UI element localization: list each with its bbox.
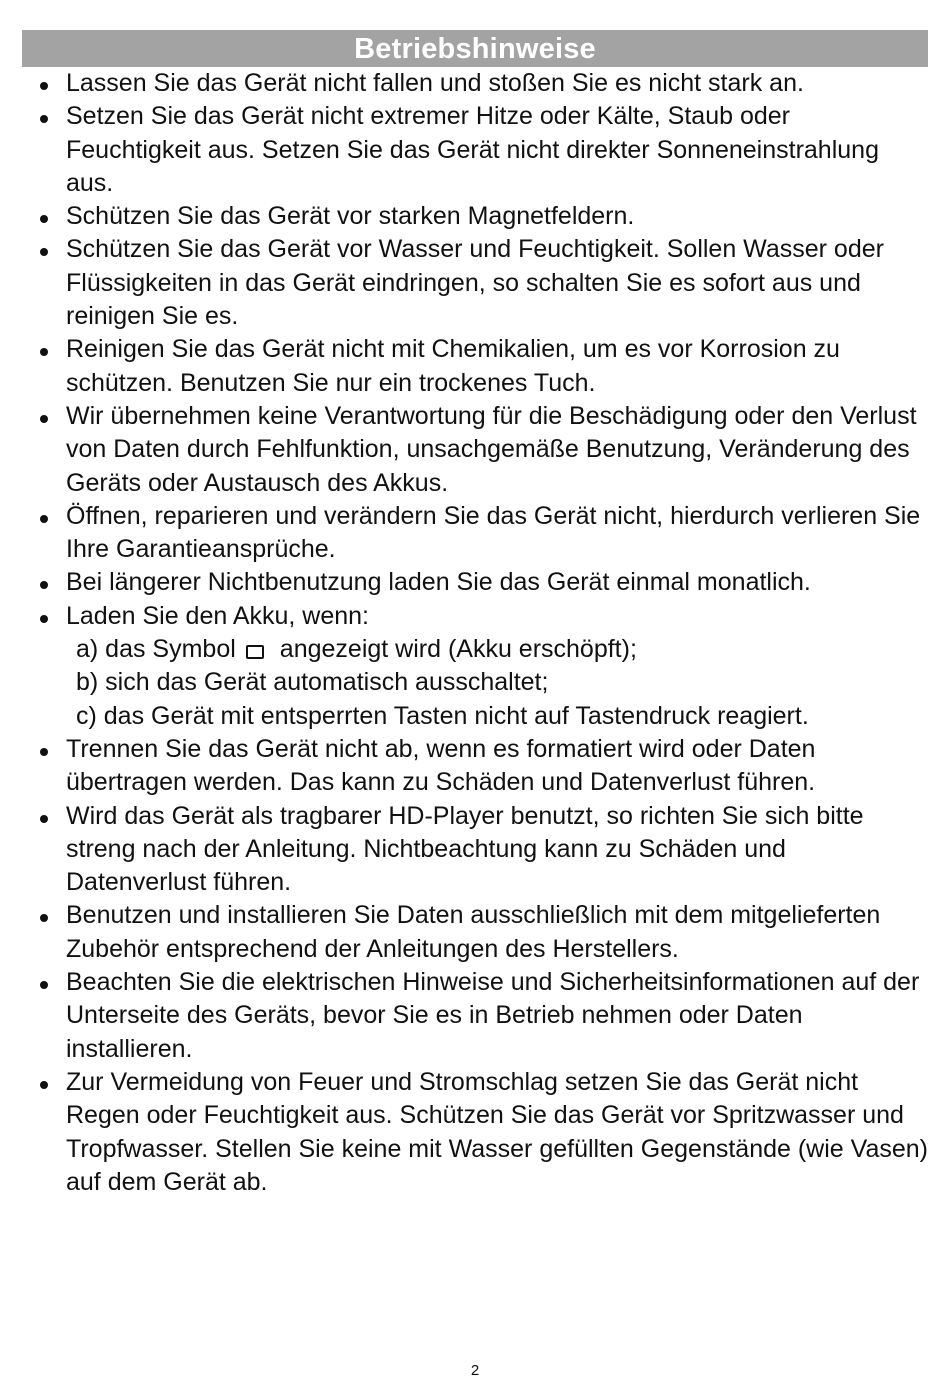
note-item (0, 966, 950, 1066)
bullet-icon (40, 348, 48, 356)
bullet-icon (40, 1081, 48, 1089)
note-text: Beachten Sie die elektrischen Hinweise und Sicherheitsinformationen auf der Unterseite des Geräts, bevor Sie es in Betrieb nehmen oder Daten installieren. (66, 968, 920, 1063)
note-text: Zur Vermeidung von Feuer und Stromschlag setzen Sie das Gerät nicht Regen oder Feuchtigkeit aus. Schützen Sie das Gerät vor Spritzwasser und Tropfwasser. Stellen Sie keine mit Wasser gefüllten Gegenstände (wie Vasen) auf dem Gerät ab. (66, 1067, 928, 1196)
bullet-icon (40, 748, 48, 756)
note-text: Setzen Sie das Gerät nicht extremer Hitze oder Kälte, Staub oder Feuchtigkeit aus. Setzen Sie das Gerät nicht direkter Sonneneinstrahlung aus. (66, 102, 879, 197)
note-item (0, 800, 950, 900)
bullet-icon (40, 914, 48, 922)
charging-condition-a (66, 633, 930, 666)
note-text: Wir übernehmen keine Verantwortung für die Beschädigung oder den Verlust von Daten durch Fehlfunktion, unsachgemäße Benutzung, Veränderung des Geräts oder Austausch des Akkus. (66, 401, 917, 497)
bullet-icon (40, 248, 48, 256)
bullet-icon (40, 115, 48, 123)
bullet-icon (40, 581, 48, 589)
bullet-icon (40, 815, 48, 823)
note-text: Schützen Sie das Gerät vor Wasser und Feuchtigkeit. Sollen Wasser oder Flüssigkeiten in das Gerät eindringen, so schalten Sie es sofort aus und reinigen Sie es. (66, 235, 884, 331)
charging-condition-b: b) sich das Gerät automatisch ausschaltet; (76, 668, 549, 697)
note-text: Schützen Sie das Gerät vor starken Magnetfeldern. (66, 202, 635, 231)
note-item (0, 67, 950, 100)
note-item (0, 100, 950, 200)
note-item (0, 733, 950, 800)
page-number: 2 (470, 1362, 480, 1379)
note-item (0, 200, 950, 233)
note-text: Reinigen Sie das Gerät nicht mit Chemikalien, um es vor Korrosion zu schützen. Benutzen Sie nur ein trockenes Tuch. (66, 335, 840, 397)
section-header-bar (22, 30, 928, 67)
section-title: Betriebshinweise (354, 33, 596, 65)
battery-empty-icon (246, 645, 264, 659)
charging-condition-a-text: a) das Symbol (76, 635, 236, 664)
bullet-icon (40, 215, 48, 223)
charging-condition-c: c) das Gerät mit entsperrten Tasten nicht auf Tastendruck reagiert. (76, 701, 809, 730)
bullet-icon (40, 615, 48, 623)
note-text: Benutzen und installieren Sie Daten ausschließlich mit dem mitgelieferten Zubehör entsprechend der Anleitungen des Herstellers. (66, 901, 881, 963)
charging-condition-a-text-end: angezeigt wird (Akku erschöpft); (279, 635, 637, 664)
note-item (0, 500, 950, 567)
note-item (0, 1066, 950, 1199)
note-item (0, 333, 950, 400)
charging-note-intro: Laden Sie den Akku, wenn: (66, 601, 370, 630)
bullet-icon (40, 981, 48, 989)
note-text: Trennen Sie das Gerät nicht ab, wenn es formatiert wird oder Daten übertragen werden. Das kann zu Schäden und Datenverlust führen. (66, 734, 816, 797)
charging-note-item (0, 600, 950, 733)
bullet-icon (40, 515, 48, 523)
note-item (0, 233, 950, 333)
bullet-icon (40, 415, 48, 423)
note-item (0, 400, 950, 500)
bullet-icon (40, 82, 48, 90)
operating-notes-list (0, 67, 950, 1199)
note-text: Öffnen, reparieren und verändern Sie das Gerät nicht, hierdurch verlieren Sie Ihre Garantieansprüche. (66, 501, 921, 564)
note-text: Wird das Gerät als tragbarer HD-Player benutzt, so richten Sie sich bitte streng nach der Anleitung. Nichtbeachtung kann zu Schäden und Datenverlust führen. (66, 801, 864, 897)
note-item (0, 566, 950, 599)
note-item (0, 899, 950, 966)
note-text: Lassen Sie das Gerät nicht fallen und stoßen Sie es nicht stark an. (66, 69, 804, 97)
note-text: Bei längerer Nichtbenutzung laden Sie das Gerät einmal monatlich. (66, 568, 811, 597)
